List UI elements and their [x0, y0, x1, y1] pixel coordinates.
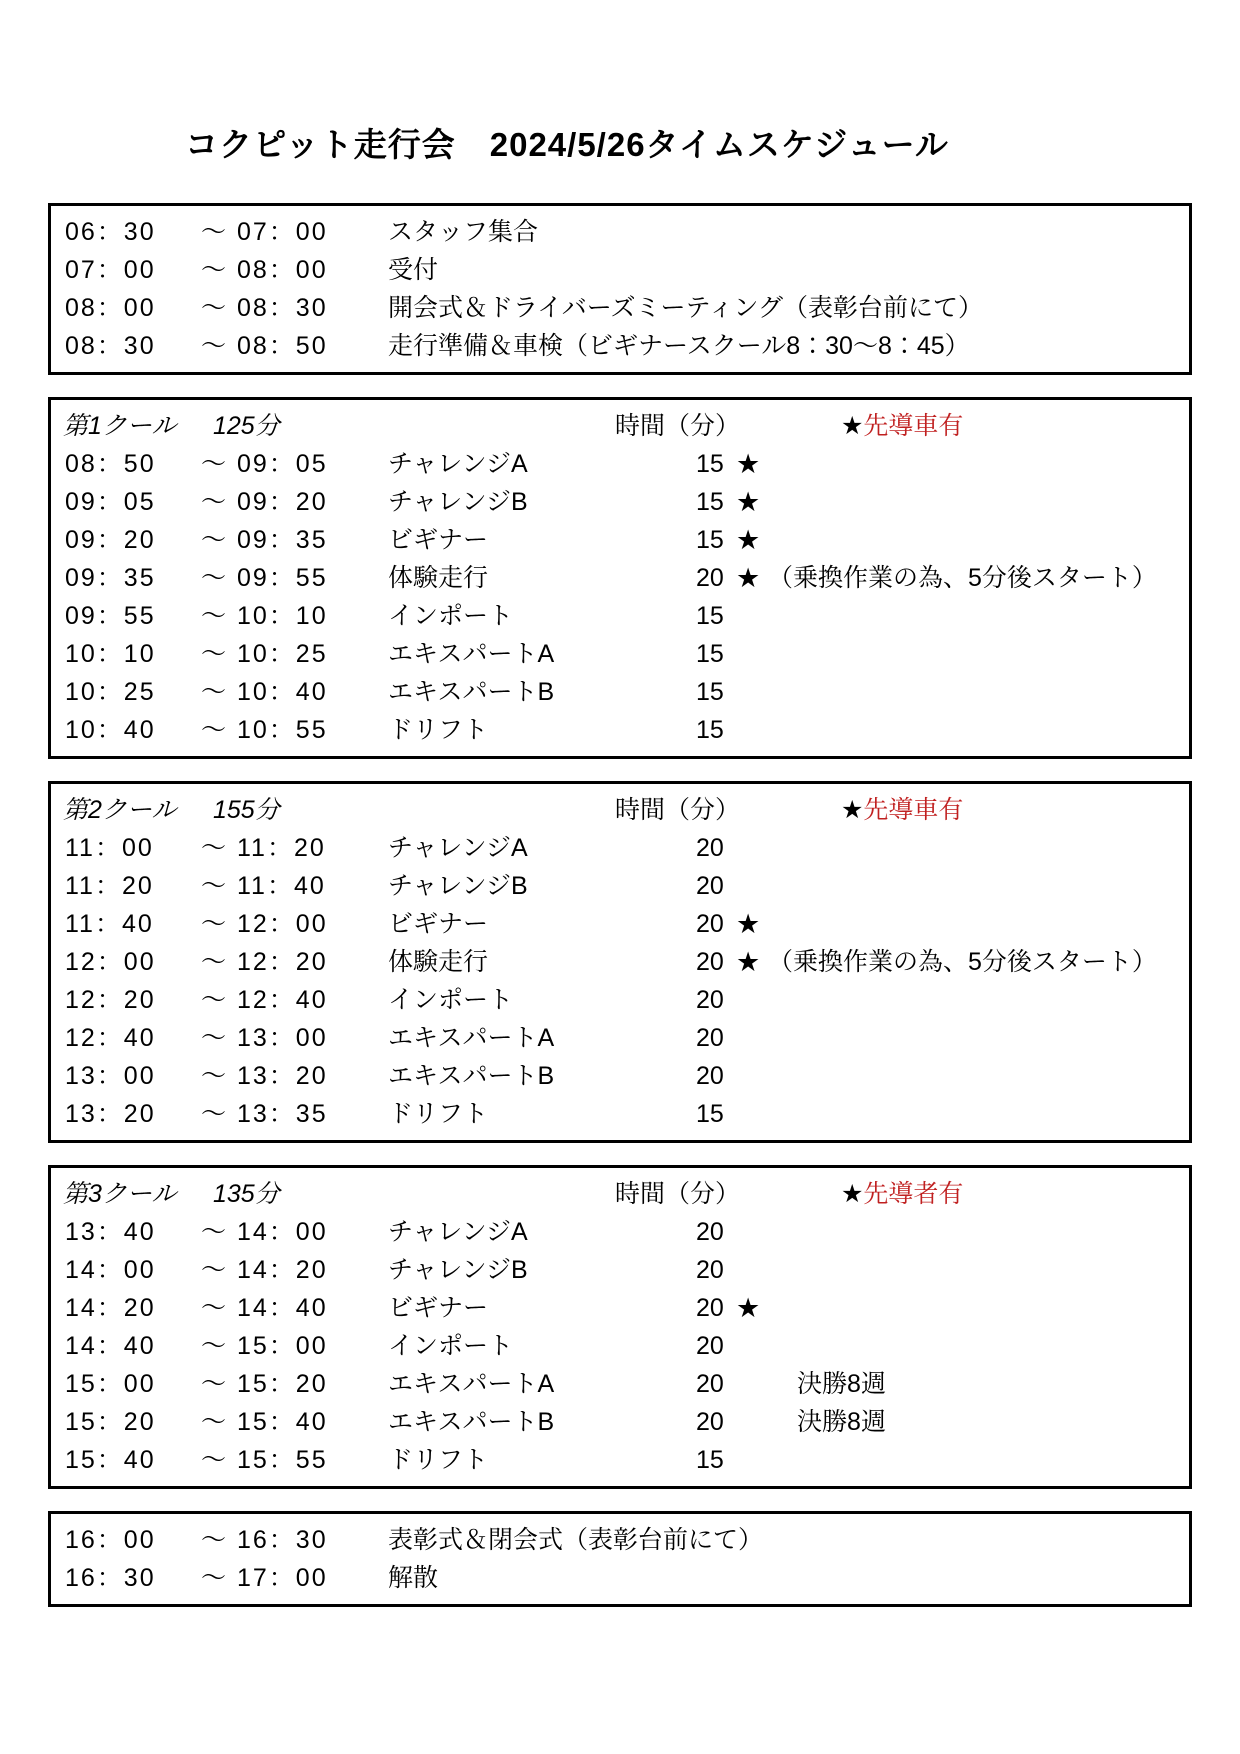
duration-minutes: 15 [696, 678, 724, 706]
duration-minutes: 20 [696, 986, 724, 1014]
note-text [768, 1057, 1189, 1095]
end-time: 13：00 [237, 1024, 328, 1052]
end-time: 15：55 [237, 1446, 328, 1474]
legend-text: 先導車有 [863, 796, 964, 824]
end-time: 12：20 [237, 948, 328, 976]
note-text [768, 673, 1189, 711]
star-icon: ★ [736, 525, 761, 555]
star-icon [736, 867, 768, 905]
note-text [768, 1441, 1189, 1479]
cool-label: 第2クール [63, 796, 177, 824]
star-legend [841, 1175, 963, 1213]
schedule-row [51, 597, 1189, 635]
tilde-separator: ～ [201, 1370, 227, 1398]
box-header [51, 1175, 1189, 1213]
start-time: 09：05 [65, 488, 156, 516]
box-header [51, 791, 1189, 829]
schedule-box-morning [48, 203, 1192, 375]
tilde-separator: ～ [201, 910, 227, 938]
row-container [51, 829, 1189, 1133]
time-column-label: 時間（分） [615, 796, 741, 824]
note-text [768, 597, 1189, 635]
schedule-box-closing [48, 1511, 1192, 1607]
row-container [51, 1213, 1189, 1479]
time-column-label: 時間（分） [615, 412, 741, 440]
end-time: 12：00 [237, 910, 328, 938]
schedule-row [51, 867, 1189, 905]
note-text: （乗換作業の為、5分後スタート） [768, 948, 1157, 976]
start-time: 13：20 [65, 1100, 156, 1128]
star-icon [736, 1251, 768, 1289]
schedule-row [51, 1441, 1189, 1479]
event-name: インポート [388, 986, 514, 1014]
event-name: ドリフト [388, 716, 489, 744]
star-icon: ★ [736, 1293, 761, 1323]
note-text [768, 711, 1189, 749]
schedule-row [51, 1327, 1189, 1365]
end-time: 17：00 [237, 1564, 328, 1592]
event-name: 開会式＆ドライバーズミーティング（表彰台前にて） [388, 294, 984, 322]
star-icon: ★ [736, 487, 761, 517]
tilde-separator: ～ [201, 1256, 227, 1284]
event-name: 体験走行 [388, 948, 489, 976]
start-time: 06：30 [65, 218, 156, 246]
row-container [51, 445, 1189, 749]
schedule-box-cool-1 [48, 397, 1192, 759]
duration-minutes [696, 213, 736, 251]
page-title: コクピット走行会 2024/5/26タイムスケジュール [185, 126, 949, 163]
star-icon [736, 1019, 768, 1057]
note-text: 決勝8週 [797, 1408, 886, 1436]
end-time: 07：00 [237, 218, 328, 246]
schedule-row [51, 213, 1189, 251]
end-time: 12：40 [237, 986, 328, 1014]
note-text [768, 867, 1189, 905]
start-time: 16：30 [65, 1564, 156, 1592]
star-icon: ★ [736, 947, 761, 977]
note-text [768, 289, 1189, 327]
tilde-separator: ～ [201, 602, 227, 630]
end-time: 10：40 [237, 678, 328, 706]
tilde-separator: ～ [201, 1062, 227, 1090]
note-text [768, 1559, 1189, 1597]
event-name: インポート [388, 602, 514, 630]
schedule-box-cool-2 [48, 781, 1192, 1143]
star-icon: ★ [841, 1180, 864, 1208]
event-name: エキスパートB [388, 1062, 555, 1090]
schedule-row [51, 289, 1189, 327]
start-time: 09：55 [65, 602, 156, 630]
tilde-separator: ～ [201, 716, 227, 744]
start-time: 12：40 [65, 1024, 156, 1052]
start-time: 10：40 [65, 716, 156, 744]
schedule-row [51, 483, 1189, 521]
star-icon [736, 1327, 768, 1365]
note-text [768, 981, 1189, 1019]
event-name: エキスパートA [388, 1370, 555, 1398]
end-time: 15：20 [237, 1370, 328, 1398]
schedule-row [51, 1559, 1189, 1597]
event-name: チャレンジA [388, 1218, 528, 1246]
star-icon: ★ [841, 412, 864, 440]
start-time: 14：00 [65, 1256, 156, 1284]
event-name: エキスパートA [388, 1024, 555, 1052]
tilde-separator: ～ [201, 450, 227, 478]
row-container [51, 1521, 1189, 1597]
duration-label: 135分 [213, 1180, 280, 1208]
event-name: 体験走行 [388, 564, 489, 592]
start-time: 12：20 [65, 986, 156, 1014]
duration-minutes: 15 [696, 1446, 724, 1474]
schedule-row [51, 521, 1189, 559]
start-time: 14：40 [65, 1332, 156, 1360]
star-icon: ★ [841, 796, 864, 824]
star-icon [736, 673, 768, 711]
event-name: インポート [388, 1332, 514, 1360]
event-name: 表彰式＆閉会式（表彰台前にて） [388, 1526, 764, 1554]
event-name: ドリフト [388, 1100, 489, 1128]
start-time: 15：40 [65, 1446, 156, 1474]
schedule-row [51, 1019, 1189, 1057]
star-icon: ★ [736, 563, 761, 593]
duration-minutes: 15 [696, 526, 724, 554]
duration-minutes: 20 [696, 1294, 724, 1322]
star-icon [736, 327, 768, 365]
start-time: 14：20 [65, 1294, 156, 1322]
star-icon [736, 981, 768, 1019]
duration-minutes: 20 [696, 1218, 724, 1246]
event-name: チャレンジB [388, 488, 528, 516]
star-icon [736, 213, 768, 251]
end-time: 09：05 [237, 450, 328, 478]
note-text [768, 1289, 1189, 1327]
schedule-row [51, 1251, 1189, 1289]
event-name: ビギナー [388, 526, 489, 554]
tilde-separator: ～ [201, 678, 227, 706]
duration-minutes: 20 [696, 564, 724, 592]
tilde-separator: ～ [201, 294, 227, 322]
end-time: 13：20 [237, 1062, 328, 1090]
tilde-separator: ～ [201, 1408, 227, 1436]
schedule-row [51, 1521, 1189, 1559]
duration-minutes: 15 [696, 1100, 724, 1128]
start-time: 12：00 [65, 948, 156, 976]
start-time: 10：10 [65, 640, 156, 668]
note-text [768, 1327, 1189, 1365]
start-time: 15：20 [65, 1408, 156, 1436]
star-icon [736, 251, 768, 289]
duration-label: 155分 [213, 796, 280, 824]
note-text: （乗換作業の為、5分後スタート） [768, 564, 1157, 592]
star-icon [736, 1057, 768, 1095]
note-text [768, 1213, 1189, 1251]
duration-minutes: 20 [696, 1024, 724, 1052]
start-time: 13：00 [65, 1062, 156, 1090]
start-time: 09：20 [65, 526, 156, 554]
duration-minutes: 15 [696, 716, 724, 744]
tilde-separator: ～ [201, 1564, 227, 1592]
event-name: チャレンジB [388, 872, 528, 900]
star-icon [736, 1213, 768, 1251]
end-time: 14：00 [237, 1218, 328, 1246]
note-text [768, 1521, 1189, 1559]
end-time: 10：55 [237, 716, 328, 744]
duration-minutes [696, 1559, 736, 1597]
note-text [768, 327, 1189, 365]
event-name: 受付 [388, 256, 439, 284]
end-time: 11：20 [237, 834, 326, 862]
note-text [768, 213, 1189, 251]
end-time: 08：30 [237, 294, 328, 322]
star-legend [841, 407, 963, 445]
tilde-separator: ～ [201, 1294, 227, 1322]
schedule-row [51, 1365, 1189, 1403]
event-name: チャレンジB [388, 1256, 528, 1284]
schedule-row [51, 829, 1189, 867]
start-time: 16：00 [65, 1526, 156, 1554]
schedule-row [51, 905, 1189, 943]
schedule-row [51, 1213, 1189, 1251]
star-icon [736, 1365, 768, 1403]
star-icon [736, 711, 768, 749]
schedule-row [51, 445, 1189, 483]
event-name: チャレンジA [388, 450, 528, 478]
tilde-separator: ～ [201, 488, 227, 516]
schedule-row [51, 559, 1189, 597]
duration-minutes: 15 [696, 450, 724, 478]
tilde-separator: ～ [201, 1332, 227, 1360]
duration-minutes: 20 [696, 948, 724, 976]
note-text [768, 1251, 1189, 1289]
event-name: 走行準備＆車検（ビギナースクール8：30～8：45） [388, 332, 970, 360]
duration-minutes: 20 [696, 1332, 724, 1360]
row-container [51, 213, 1189, 365]
duration-minutes: 15 [696, 640, 724, 668]
star-icon [736, 1095, 768, 1133]
end-time: 09：20 [237, 488, 328, 516]
start-time: 11：00 [65, 834, 154, 862]
star-legend [841, 791, 963, 829]
start-time: 11：40 [65, 910, 154, 938]
cool-label: 第3クール [63, 1180, 177, 1208]
start-time: 13：40 [65, 1218, 156, 1246]
end-time: 09：55 [237, 564, 328, 592]
legend-text: 先導者有 [863, 1180, 964, 1208]
event-name: 解散 [388, 1564, 439, 1592]
legend-text: 先導車有 [863, 412, 964, 440]
note-text [768, 483, 1189, 521]
note-text [768, 635, 1189, 673]
duration-minutes [696, 289, 736, 327]
duration-minutes: 20 [696, 1370, 724, 1398]
tilde-separator: ～ [201, 986, 227, 1014]
note-text [768, 251, 1189, 289]
note-text [768, 1095, 1189, 1133]
star-icon [736, 597, 768, 635]
end-time: 09：35 [237, 526, 328, 554]
duration-minutes: 15 [696, 602, 724, 630]
note-text [768, 521, 1189, 559]
start-time: 07：00 [65, 256, 156, 284]
note-text [768, 905, 1189, 943]
duration-minutes: 20 [696, 1256, 724, 1284]
start-time: 11：20 [65, 872, 154, 900]
end-time: 13：35 [237, 1100, 328, 1128]
end-time: 08：00 [237, 256, 328, 284]
duration-minutes [696, 1521, 736, 1559]
schedule-row [51, 1057, 1189, 1095]
end-time: 10：10 [237, 602, 328, 630]
star-icon [736, 1441, 768, 1479]
tilde-separator: ～ [201, 256, 227, 284]
schedule-row [51, 1095, 1189, 1133]
tilde-separator: ～ [201, 872, 227, 900]
tilde-separator: ～ [201, 218, 227, 246]
event-name: エキスパートB [388, 678, 555, 706]
note-text: 決勝8週 [797, 1370, 886, 1398]
event-name: ビギナー [388, 910, 489, 938]
duration-minutes: 20 [696, 1062, 724, 1090]
tilde-separator: ～ [201, 526, 227, 554]
start-time: 15：00 [65, 1370, 156, 1398]
start-time: 08：50 [65, 450, 156, 478]
end-time: 11：40 [237, 872, 326, 900]
tilde-separator: ～ [201, 1218, 227, 1246]
star-icon [736, 635, 768, 673]
duration-minutes: 20 [696, 872, 724, 900]
tilde-separator: ～ [201, 834, 227, 862]
note-text [768, 829, 1189, 867]
star-icon [736, 289, 768, 327]
tilde-separator: ～ [201, 948, 227, 976]
star-icon [736, 1559, 768, 1597]
event-name: ドリフト [388, 1446, 489, 1474]
duration-label: 125分 [213, 412, 280, 440]
schedule-row [51, 251, 1189, 289]
schedule-row [51, 1403, 1189, 1441]
box-header [51, 407, 1189, 445]
star-icon: ★ [736, 909, 761, 939]
event-name: エキスパートB [388, 1408, 555, 1436]
schedule-row [51, 1289, 1189, 1327]
note-text [768, 1019, 1189, 1057]
star-icon: ★ [736, 449, 761, 479]
end-time: 15：40 [237, 1408, 328, 1436]
duration-minutes: 15 [696, 488, 724, 516]
duration-minutes: 20 [696, 910, 724, 938]
star-icon [736, 829, 768, 867]
start-time: 10：25 [65, 678, 156, 706]
tilde-separator: ～ [201, 1100, 227, 1128]
end-time: 16：30 [237, 1526, 328, 1554]
tilde-separator: ～ [201, 564, 227, 592]
duration-minutes [696, 251, 736, 289]
end-time: 08：50 [237, 332, 328, 360]
end-time: 14：20 [237, 1256, 328, 1284]
star-icon [736, 1403, 768, 1441]
tilde-separator: ～ [201, 1526, 227, 1554]
cool-label: 第1クール [63, 412, 177, 440]
event-name: エキスパートA [388, 640, 555, 668]
event-name: チャレンジA [388, 834, 528, 862]
schedule-row [51, 635, 1189, 673]
time-column-label: 時間（分） [615, 1180, 741, 1208]
tilde-separator: ～ [201, 1024, 227, 1052]
duration-minutes [696, 327, 736, 365]
star-icon [736, 1521, 768, 1559]
schedule-row [51, 943, 1189, 981]
duration-minutes: 20 [696, 834, 724, 862]
event-name: スタッフ集合 [388, 218, 539, 246]
schedule-box-cool-3 [48, 1165, 1192, 1489]
start-time: 08：30 [65, 332, 156, 360]
duration-minutes: 20 [696, 1408, 724, 1436]
note-text [768, 445, 1189, 483]
schedule-row [51, 711, 1189, 749]
schedule-row [51, 327, 1189, 365]
tilde-separator: ～ [201, 1446, 227, 1474]
end-time: 14：40 [237, 1294, 328, 1322]
end-time: 15：00 [237, 1332, 328, 1360]
schedule-row [51, 981, 1189, 1019]
start-time: 09：35 [65, 564, 156, 592]
start-time: 08：00 [65, 294, 156, 322]
event-name: ビギナー [388, 1294, 489, 1322]
tilde-separator: ～ [201, 640, 227, 668]
end-time: 10：25 [237, 640, 328, 668]
schedule-row [51, 673, 1189, 711]
tilde-separator: ～ [201, 332, 227, 360]
